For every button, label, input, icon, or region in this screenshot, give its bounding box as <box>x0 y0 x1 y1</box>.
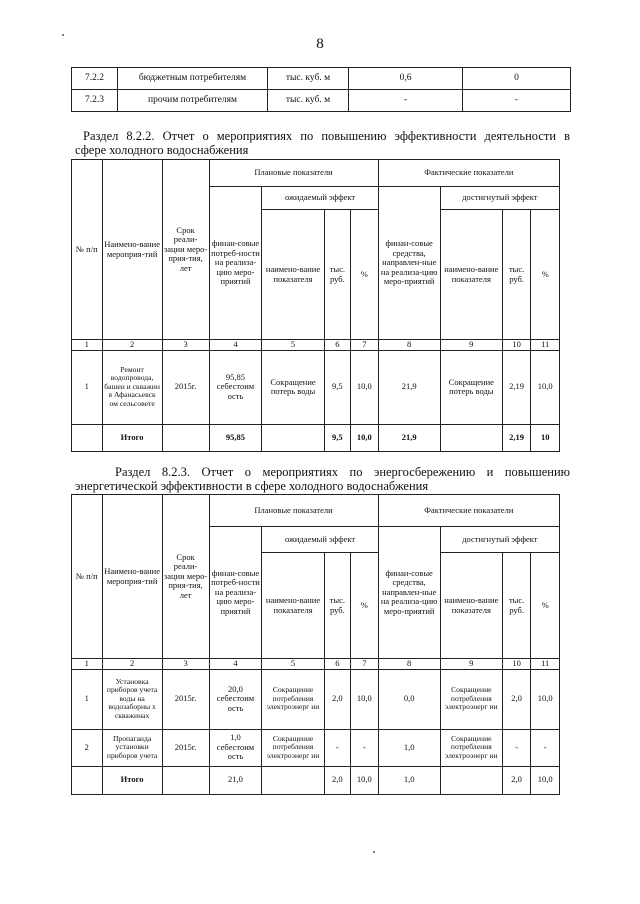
cell: - <box>463 90 571 112</box>
col-number: 5 <box>262 659 324 670</box>
header-plan-fin: финан-совые потреб-ности на реализа-цию меро-приятий <box>209 187 262 340</box>
header-num: № п/п <box>72 160 103 340</box>
col-number: 4 <box>209 659 262 670</box>
cell: 2,19 <box>502 350 531 424</box>
col-number: 8 <box>378 659 440 670</box>
col-number: 10 <box>502 340 531 351</box>
column-number-row <box>72 659 560 670</box>
cell <box>162 766 209 794</box>
col-number: 2 <box>102 340 162 351</box>
header-indicator-name: наимено-вание показателя <box>440 210 502 340</box>
cell: Сокращение потребления электроэнерг ии <box>262 669 324 729</box>
col-number: 6 <box>324 659 350 670</box>
report-table-energy-saving <box>71 494 560 795</box>
section-heading-8-2-3 <box>75 465 570 493</box>
cell: Итого <box>102 424 162 451</box>
col-number: 9 <box>440 659 502 670</box>
header-percent: % <box>351 553 379 659</box>
cell: 1 <box>72 350 103 424</box>
header-expected-effect: ожидаемый эффект <box>262 527 378 553</box>
col-number: 8 <box>378 340 440 351</box>
cell: тыс. куб. м <box>268 90 349 112</box>
header-name: Наимено-вание мероприя-тий <box>102 160 162 340</box>
cell: 21,9 <box>378 424 440 451</box>
header-achieved-effect: достигнутый эффект <box>440 527 559 553</box>
col-number: 1 <box>72 340 103 351</box>
col-number: 10 <box>502 659 531 670</box>
cell: 1,0 <box>378 729 440 766</box>
col-number: 4 <box>209 340 262 351</box>
header-term: Срок реали-зации меро-прия-тия, лет <box>162 495 209 659</box>
cell: 20,0 себестоим ость <box>209 669 262 729</box>
cell: 21,0 <box>209 766 262 794</box>
cell: 2,0 <box>324 766 350 794</box>
cell: 2,0 <box>324 669 350 729</box>
cell: 0,6 <box>349 68 463 90</box>
cell: 10,0 <box>531 766 560 794</box>
cell: 10,0 <box>531 350 560 424</box>
header-planned: Плановые показатели <box>209 495 378 527</box>
cell: 1,0 <box>378 766 440 794</box>
cell: Итого <box>102 766 162 794</box>
cell: 2,19 <box>502 424 531 451</box>
cell <box>72 424 103 451</box>
header-num: № п/п <box>72 495 103 659</box>
col-number: 11 <box>531 659 560 670</box>
cell: 10,0 <box>351 350 379 424</box>
scan-speck <box>373 851 375 853</box>
cell: 10 <box>531 424 560 451</box>
cell: Сокращение потребления электроэнерг ии <box>262 729 324 766</box>
cell: 1 <box>72 669 103 729</box>
cell: 2015г. <box>162 669 209 729</box>
header-fact-fin: финан-совые средства, направлен-ные на реализа-цию меро-приятий <box>378 187 440 340</box>
header-fact-fin: финан-совые средства, направлен-ные на реализа-цию меро-приятий <box>378 527 440 659</box>
header-thousand-rub: тыс. руб. <box>324 210 350 340</box>
heading-line: энергетической эффективности в сфере холодного водоснабжения <box>75 479 429 493</box>
column-number-row <box>72 340 560 351</box>
cell <box>162 424 209 451</box>
cell: 95,85 <box>209 424 262 451</box>
table-row <box>72 350 560 424</box>
cell: прочим потребителям <box>118 90 268 112</box>
section-heading-8-2-2 <box>75 129 570 157</box>
cell <box>440 424 502 451</box>
cell: Пропаганда установки приборов учета <box>102 729 162 766</box>
cell: 9,5 <box>324 424 350 451</box>
cell: 2 <box>72 729 103 766</box>
cell: Сокращение потерь воды <box>262 350 324 424</box>
top-table <box>71 67 571 112</box>
cell: 95,85 себестоим ость <box>209 350 262 424</box>
col-number: 6 <box>324 340 350 351</box>
cell: Сокращение потребления электроэнерг ии <box>440 669 502 729</box>
header-achieved-effect: достигнутый эффект <box>440 187 559 210</box>
cell: 10,0 <box>351 766 379 794</box>
cell: 10,0 <box>351 669 379 729</box>
col-number: 1 <box>72 659 103 670</box>
cell: 0 <box>463 68 571 90</box>
cell: - <box>349 90 463 112</box>
header-indicator-name: наимено-вание показателя <box>262 210 324 340</box>
cell <box>262 766 324 794</box>
header-name: Наимено-вание мероприя-тий <box>102 495 162 659</box>
header-plan-fin: финан-совые потреб-ности на реализа-цию меро-приятий <box>209 527 262 659</box>
col-number: 11 <box>531 340 560 351</box>
col-number: 7 <box>351 659 379 670</box>
cell: - <box>531 729 560 766</box>
cell: 2,0 <box>502 669 531 729</box>
total-row <box>72 424 560 451</box>
header-actual: Фактические показатели <box>378 160 559 187</box>
cell: 21,9 <box>378 350 440 424</box>
cell: 1,0 себестоим ость <box>209 729 262 766</box>
heading-line: Раздел 8.2.2. Отчет о мероприятиях по повышению эффективности деятельности в <box>83 129 570 143</box>
header-term: Срок реали-зации меро-прия-тия, лет <box>162 160 209 340</box>
report-table-efficiency <box>71 159 560 452</box>
page-number: 8 <box>316 36 324 52</box>
header-percent: % <box>351 210 379 340</box>
heading-line: сфере холодного водоснабжения <box>75 143 249 157</box>
header-thousand-rub: тыс. руб. <box>502 553 531 659</box>
header-thousand-rub: тыс. руб. <box>324 553 350 659</box>
cell: - <box>502 729 531 766</box>
cell: - <box>324 729 350 766</box>
cell: 2015г. <box>162 350 209 424</box>
heading-line: Раздел 8.2.3. Отчет о мероприятиях по энергосбережению и повышению <box>115 465 570 479</box>
cell: 9,5 <box>324 350 350 424</box>
col-number: 3 <box>162 340 209 351</box>
cell: 7.2.2 <box>72 68 118 90</box>
col-number: 7 <box>351 340 379 351</box>
header-indicator-name: наимено-вание показателя <box>440 553 502 659</box>
header-planned: Плановые показатели <box>209 160 378 187</box>
table-row <box>72 68 571 90</box>
cell: 2015г. <box>162 729 209 766</box>
cell: 2,0 <box>502 766 531 794</box>
cell: - <box>351 729 379 766</box>
cell: Ремонт водопровода, башен и скважин в Афанасьевск ом сельсовете <box>102 350 162 424</box>
table-row <box>72 729 560 766</box>
header-indicator-name: наимено-вание показателя <box>262 553 324 659</box>
table-row <box>72 90 571 112</box>
col-number: 2 <box>102 659 162 670</box>
header-expected-effect: ожидаемый эффект <box>262 187 378 210</box>
cell: 0,0 <box>378 669 440 729</box>
header-percent: % <box>531 553 560 659</box>
cell: бюджетным потребителям <box>118 68 268 90</box>
header-thousand-rub: тыс. руб. <box>502 210 531 340</box>
cell: 10,0 <box>351 424 379 451</box>
col-number: 3 <box>162 659 209 670</box>
col-number: 9 <box>440 340 502 351</box>
cell <box>262 424 324 451</box>
header-percent: % <box>531 210 560 340</box>
total-row <box>72 766 560 794</box>
cell: Сокращение потребления электроэнерг ии <box>440 729 502 766</box>
col-number: 5 <box>262 340 324 351</box>
cell <box>72 766 103 794</box>
cell: 10,0 <box>531 669 560 729</box>
cell: тыс. куб. м <box>268 68 349 90</box>
cell: Установка приборов учета воды на водозаборны х скважинах <box>102 669 162 729</box>
cell: 7.2.3 <box>72 90 118 112</box>
cell <box>440 766 502 794</box>
table-row <box>72 669 560 729</box>
header-actual: Фактические показатели <box>378 495 559 527</box>
cell: Сокращение потерь воды <box>440 350 502 424</box>
